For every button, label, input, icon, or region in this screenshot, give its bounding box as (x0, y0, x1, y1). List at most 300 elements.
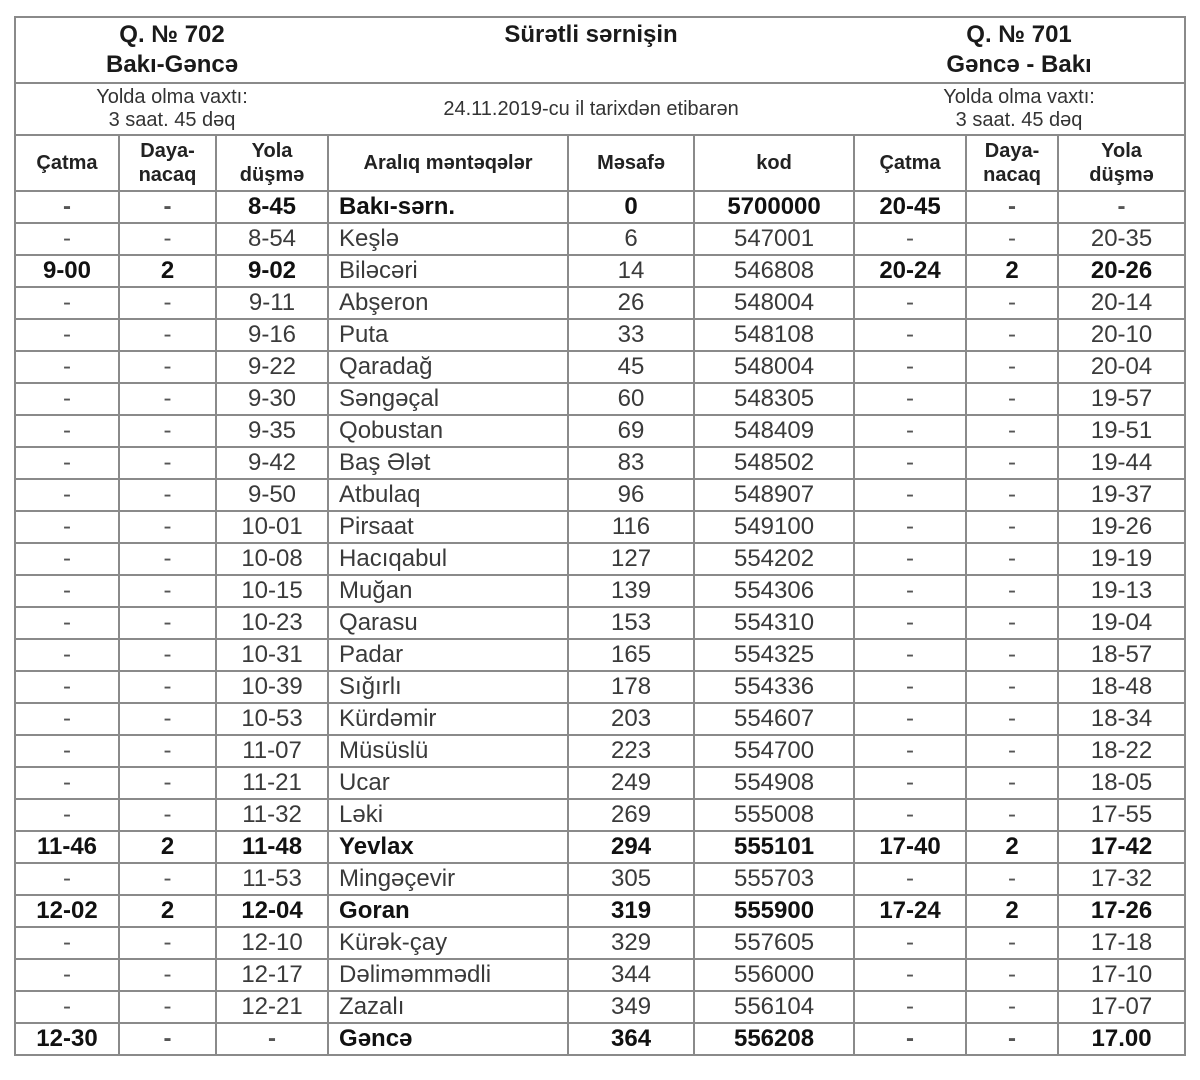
departure-return-cell: 18-48 (1058, 671, 1185, 703)
stop-return-cell: - (966, 319, 1058, 351)
departure-cell: 11-53 (216, 863, 328, 895)
left-travel-label: Yolda olma vaxtı: (96, 86, 248, 108)
left-train-number: Q. № 702 (119, 21, 225, 48)
arrival-cell: - (15, 607, 119, 639)
departure-cell: 8-54 (216, 223, 328, 255)
departure-return-cell: 17-32 (1058, 863, 1185, 895)
arrival-cell: - (15, 575, 119, 607)
col-departure (216, 135, 328, 191)
stop-return-cell: - (966, 223, 1058, 255)
stop-return-cell: - (966, 287, 1058, 319)
stop-cell: - (119, 575, 216, 607)
departure-cell: 9-11 (216, 287, 328, 319)
arrival-return-cell: - (854, 447, 966, 479)
stop-cell: - (119, 479, 216, 511)
right-travel-value: 3 saat. 45 dəq (955, 109, 1083, 131)
stop-return-cell: - (966, 383, 1058, 415)
arrival-return-cell: - (854, 959, 966, 991)
table-row (15, 735, 1185, 767)
code-cell: 548004 (694, 287, 854, 319)
station-cell: Dəliməmmədli (328, 959, 568, 991)
arrival-return-cell: - (854, 543, 966, 575)
departure-cell: 10-53 (216, 703, 328, 735)
distance-cell: 364 (568, 1023, 694, 1055)
station-cell: Muğan (328, 575, 568, 607)
arrival-cell: - (15, 479, 119, 511)
arrival-return-cell: - (854, 479, 966, 511)
col-stop-return-line2: nacaq (983, 164, 1041, 186)
table-row (15, 575, 1185, 607)
arrival-cell: - (15, 447, 119, 479)
stop-return-cell: - (966, 927, 1058, 959)
departure-return-cell: 17-42 (1058, 831, 1185, 863)
station-cell: Baş Ələt (328, 447, 568, 479)
distance-cell: 249 (568, 767, 694, 799)
stop-cell: - (119, 639, 216, 671)
arrival-cell: - (15, 959, 119, 991)
stop-cell: 2 (119, 831, 216, 863)
stop-cell: - (119, 927, 216, 959)
arrival-return-cell: 20-24 (854, 255, 966, 287)
departure-cell: 12-17 (216, 959, 328, 991)
distance-cell: 33 (568, 319, 694, 351)
stop-cell: - (119, 863, 216, 895)
code-cell: 557605 (694, 927, 854, 959)
col-stations: Aralıq məntəqələr (328, 135, 568, 191)
subtitle-row (15, 83, 1185, 135)
arrival-cell: - (15, 799, 119, 831)
table-row (15, 991, 1185, 1023)
arrival-return-cell: 20-45 (854, 191, 966, 223)
stop-cell: - (119, 703, 216, 735)
departure-return-cell: 17-26 (1058, 895, 1185, 927)
arrival-return-cell: - (854, 767, 966, 799)
code-cell: 554336 (694, 671, 854, 703)
stop-cell: 2 (119, 255, 216, 287)
arrival-return-cell: - (854, 319, 966, 351)
departure-return-cell: 19-57 (1058, 383, 1185, 415)
col-distance: Məsafə (568, 135, 694, 191)
station-cell: Bakı-sərn. (328, 191, 568, 223)
departure-cell: 11-21 (216, 767, 328, 799)
arrival-cell: - (15, 351, 119, 383)
code-cell: 556000 (694, 959, 854, 991)
stop-cell: - (119, 447, 216, 479)
left-route: Bakı-Gəncə (105, 51, 239, 78)
col-code: kod (694, 135, 854, 191)
stop-return-cell: - (966, 735, 1058, 767)
station-cell: Ucar (328, 767, 568, 799)
departure-return-cell: 19-19 (1058, 543, 1185, 575)
arrival-cell: - (15, 223, 119, 255)
table-row (15, 607, 1185, 639)
arrival-cell: 12-30 (15, 1023, 119, 1055)
departure-return-cell: 17-55 (1058, 799, 1185, 831)
station-cell: Müsüslü (328, 735, 568, 767)
distance-cell: 26 (568, 287, 694, 319)
arrival-return-cell: - (854, 671, 966, 703)
stop-cell: - (119, 383, 216, 415)
code-cell: 554700 (694, 735, 854, 767)
col-departure-line1: Yola (251, 140, 293, 162)
code-cell: 548409 (694, 415, 854, 447)
departure-return-cell: 19-04 (1058, 607, 1185, 639)
arrival-cell: - (15, 927, 119, 959)
stop-return-cell: - (966, 991, 1058, 1023)
stop-cell: - (119, 319, 216, 351)
stop-cell: - (119, 223, 216, 255)
departure-cell: 9-35 (216, 415, 328, 447)
table-row (15, 383, 1185, 415)
distance-cell: 305 (568, 863, 694, 895)
departure-return-cell: 18-34 (1058, 703, 1185, 735)
stop-return-cell: - (966, 575, 1058, 607)
stop-cell: 2 (119, 895, 216, 927)
distance-cell: 319 (568, 895, 694, 927)
departure-cell: 9-30 (216, 383, 328, 415)
station-cell: Atbulaq (328, 479, 568, 511)
departure-return-cell: 18-22 (1058, 735, 1185, 767)
stop-return-cell: 2 (966, 255, 1058, 287)
table-row (15, 863, 1185, 895)
station-cell: Qobustan (328, 415, 568, 447)
arrival-return-cell: - (854, 799, 966, 831)
arrival-return-cell: - (854, 351, 966, 383)
departure-return-cell: - (1058, 191, 1185, 223)
code-cell: 554310 (694, 607, 854, 639)
departure-cell: 10-08 (216, 543, 328, 575)
arrival-cell: - (15, 287, 119, 319)
table-row (15, 895, 1185, 927)
code-cell: 548305 (694, 383, 854, 415)
col-stop-line1: Daya- (140, 140, 195, 162)
table-row (15, 479, 1185, 511)
distance-cell: 127 (568, 543, 694, 575)
distance-cell: 203 (568, 703, 694, 735)
table-row (15, 287, 1185, 319)
departure-return-cell: 17-10 (1058, 959, 1185, 991)
stop-cell: - (119, 607, 216, 639)
arrival-cell: - (15, 863, 119, 895)
departure-return-cell: 20-04 (1058, 351, 1185, 383)
table-row (15, 831, 1185, 863)
arrival-cell: 9-00 (15, 255, 119, 287)
code-cell: 549100 (694, 511, 854, 543)
table-row (15, 319, 1185, 351)
code-cell: 555101 (694, 831, 854, 863)
col-stop-return-line1: Daya- (984, 140, 1040, 162)
departure-cell: 12-10 (216, 927, 328, 959)
arrival-return-cell: - (854, 607, 966, 639)
code-cell: 555900 (694, 895, 854, 927)
arrival-cell: - (15, 543, 119, 575)
stop-return-cell: - (966, 703, 1058, 735)
timetable-sheet (14, 16, 1184, 1056)
distance-cell: 178 (568, 671, 694, 703)
stop-return-cell: - (966, 543, 1058, 575)
table-row (15, 511, 1185, 543)
stop-cell: - (119, 671, 216, 703)
table-row (15, 799, 1185, 831)
station-cell: Puta (328, 319, 568, 351)
distance-cell: 349 (568, 991, 694, 1023)
center-title-cell (328, 17, 854, 83)
departure-cell: 10-23 (216, 607, 328, 639)
station-cell: Sığırlı (328, 671, 568, 703)
table-row (15, 671, 1185, 703)
distance-cell: 139 (568, 575, 694, 607)
stop-cell: - (119, 287, 216, 319)
stop-return-cell: - (966, 415, 1058, 447)
stop-return-cell: - (966, 351, 1058, 383)
col-departure-line2: düşmə (239, 164, 305, 186)
station-cell: Goran (328, 895, 568, 927)
stop-return-cell: 2 (966, 831, 1058, 863)
code-cell: 554202 (694, 543, 854, 575)
distance-cell: 344 (568, 959, 694, 991)
station-cell: Padar (328, 639, 568, 671)
arrival-return-cell: - (854, 991, 966, 1023)
station-cell: Gəncə (328, 1023, 568, 1055)
departure-return-cell: 17-07 (1058, 991, 1185, 1023)
stop-return-cell: - (966, 671, 1058, 703)
station-cell: Mingəçevir (328, 863, 568, 895)
right-travel-time (854, 83, 1185, 135)
arrival-cell: - (15, 703, 119, 735)
right-route: Gəncə - Bakı (946, 51, 1092, 78)
arrival-return-cell: 17-24 (854, 895, 966, 927)
distance-cell: 223 (568, 735, 694, 767)
table-row (15, 255, 1185, 287)
left-travel-value: 3 saat. 45 dəq (108, 109, 236, 131)
stop-return-cell: - (966, 511, 1058, 543)
effective-date: 24.11.2019-cu il tarixdən etibarən (328, 83, 854, 135)
distance-cell: 83 (568, 447, 694, 479)
arrival-cell: - (15, 511, 119, 543)
arrival-cell: - (15, 671, 119, 703)
departure-return-cell: 19-44 (1058, 447, 1185, 479)
departure-cell: 11-32 (216, 799, 328, 831)
code-cell: 546808 (694, 255, 854, 287)
station-cell: Abşeron (328, 287, 568, 319)
stop-return-cell: - (966, 767, 1058, 799)
stop-cell: - (119, 511, 216, 543)
stop-cell: - (119, 415, 216, 447)
title-row (15, 17, 1185, 83)
departure-return-cell: 18-05 (1058, 767, 1185, 799)
station-cell: Kürdəmir (328, 703, 568, 735)
station-cell: Zazalı (328, 991, 568, 1023)
table-row (15, 415, 1185, 447)
arrival-cell: 11-46 (15, 831, 119, 863)
station-cell: Ləki (328, 799, 568, 831)
table-row (15, 191, 1185, 223)
code-cell: 547001 (694, 223, 854, 255)
distance-cell: 153 (568, 607, 694, 639)
table-row (15, 543, 1185, 575)
arrival-cell: - (15, 383, 119, 415)
stop-return-cell: - (966, 479, 1058, 511)
departure-return-cell: 17-18 (1058, 927, 1185, 959)
station-cell: Qaradağ (328, 351, 568, 383)
code-cell: 556104 (694, 991, 854, 1023)
distance-cell: 6 (568, 223, 694, 255)
arrival-cell: - (15, 319, 119, 351)
arrival-cell: - (15, 767, 119, 799)
table-row (15, 447, 1185, 479)
departure-return-cell: 20-35 (1058, 223, 1185, 255)
station-cell: Kürək-çay (328, 927, 568, 959)
arrival-return-cell: - (854, 287, 966, 319)
stop-return-cell: - (966, 447, 1058, 479)
distance-cell: 294 (568, 831, 694, 863)
arrival-return-cell: - (854, 415, 966, 447)
distance-cell: 0 (568, 191, 694, 223)
left-train-header (15, 17, 328, 83)
col-arrival-return: Çatma (854, 135, 966, 191)
departure-cell: 12-04 (216, 895, 328, 927)
table-row (15, 351, 1185, 383)
stop-return-cell: - (966, 1023, 1058, 1055)
train-category-title: Sürətli sərnişin (504, 21, 678, 48)
right-train-header (854, 17, 1185, 83)
stop-cell: - (119, 959, 216, 991)
departure-cell: 9-22 (216, 351, 328, 383)
station-cell: Pirsaat (328, 511, 568, 543)
arrival-return-cell: - (854, 575, 966, 607)
col-arrival: Çatma (15, 135, 119, 191)
left-travel-time (15, 83, 328, 135)
stop-return-cell: 2 (966, 895, 1058, 927)
code-cell: 5700000 (694, 191, 854, 223)
distance-cell: 69 (568, 415, 694, 447)
departure-return-cell: 19-51 (1058, 415, 1185, 447)
stop-cell: - (119, 767, 216, 799)
stop-cell: - (119, 735, 216, 767)
departure-return-cell: 20-10 (1058, 319, 1185, 351)
stop-return-cell: - (966, 799, 1058, 831)
departure-return-cell: 19-13 (1058, 575, 1185, 607)
arrival-cell: 12-02 (15, 895, 119, 927)
code-cell: 554325 (694, 639, 854, 671)
distance-cell: 60 (568, 383, 694, 415)
distance-cell: 116 (568, 511, 694, 543)
departure-cell: 10-01 (216, 511, 328, 543)
col-stop-line2: nacaq (138, 164, 197, 186)
col-stop-return (966, 135, 1058, 191)
code-cell: 548907 (694, 479, 854, 511)
station-cell: Keşlə (328, 223, 568, 255)
right-train-number: Q. № 701 (966, 21, 1072, 48)
distance-cell: 269 (568, 799, 694, 831)
distance-cell: 165 (568, 639, 694, 671)
departure-return-cell: 19-37 (1058, 479, 1185, 511)
distance-cell: 14 (568, 255, 694, 287)
departure-cell: 9-16 (216, 319, 328, 351)
departure-return-cell: 20-26 (1058, 255, 1185, 287)
code-cell: 554908 (694, 767, 854, 799)
stop-cell: - (119, 1023, 216, 1055)
arrival-return-cell: 17-40 (854, 831, 966, 863)
code-cell: 548004 (694, 351, 854, 383)
distance-cell: 45 (568, 351, 694, 383)
departure-return-cell: 18-57 (1058, 639, 1185, 671)
code-cell: 556208 (694, 1023, 854, 1055)
departure-cell: 12-21 (216, 991, 328, 1023)
station-cell: Hacıqabul (328, 543, 568, 575)
table-row (15, 1023, 1185, 1055)
code-cell: 548502 (694, 447, 854, 479)
departure-return-cell: 17.00 (1058, 1023, 1185, 1055)
stop-return-cell: - (966, 959, 1058, 991)
code-cell: 548108 (694, 319, 854, 351)
stop-cell: - (119, 543, 216, 575)
code-cell: 555008 (694, 799, 854, 831)
arrival-cell: - (15, 639, 119, 671)
arrival-return-cell: - (854, 223, 966, 255)
departure-cell: 11-48 (216, 831, 328, 863)
column-header-row (15, 135, 1185, 191)
departure-cell: - (216, 1023, 328, 1055)
departure-cell: 9-02 (216, 255, 328, 287)
departure-cell: 10-15 (216, 575, 328, 607)
departure-cell: 10-39 (216, 671, 328, 703)
col-departure-return-line1: Yola (1101, 140, 1142, 162)
table-row (15, 959, 1185, 991)
arrival-cell: - (15, 191, 119, 223)
station-cell: Səngəçal (328, 383, 568, 415)
stop-cell: - (119, 351, 216, 383)
code-cell: 555703 (694, 863, 854, 895)
departure-return-cell: 20-14 (1058, 287, 1185, 319)
arrival-return-cell: - (854, 927, 966, 959)
arrival-cell: - (15, 415, 119, 447)
stop-return-cell: - (966, 639, 1058, 671)
table-row (15, 223, 1185, 255)
arrival-return-cell: - (854, 863, 966, 895)
table-row (15, 639, 1185, 671)
stop-return-cell: - (966, 191, 1058, 223)
arrival-return-cell: - (854, 1023, 966, 1055)
departure-cell: 11-07 (216, 735, 328, 767)
departure-cell: 9-42 (216, 447, 328, 479)
arrival-cell: - (15, 735, 119, 767)
departure-return-cell: 19-26 (1058, 511, 1185, 543)
arrival-return-cell: - (854, 639, 966, 671)
arrival-return-cell: - (854, 735, 966, 767)
right-travel-label: Yolda olma vaxtı: (943, 86, 1095, 108)
departure-cell: 10-31 (216, 639, 328, 671)
stop-cell: - (119, 799, 216, 831)
col-departure-return (1058, 135, 1185, 191)
col-departure-return-line2: düşmə (1089, 164, 1154, 186)
stop-cell: - (119, 991, 216, 1023)
distance-cell: 96 (568, 479, 694, 511)
timetable (14, 16, 1186, 1056)
stop-cell: - (119, 191, 216, 223)
departure-cell: 8-45 (216, 191, 328, 223)
code-cell: 554306 (694, 575, 854, 607)
station-cell: Biləcəri (328, 255, 568, 287)
table-row (15, 703, 1185, 735)
arrival-return-cell: - (854, 511, 966, 543)
table-row (15, 767, 1185, 799)
table-row (15, 927, 1185, 959)
arrival-return-cell: - (854, 703, 966, 735)
code-cell: 554607 (694, 703, 854, 735)
stop-return-cell: - (966, 607, 1058, 639)
col-stop (119, 135, 216, 191)
